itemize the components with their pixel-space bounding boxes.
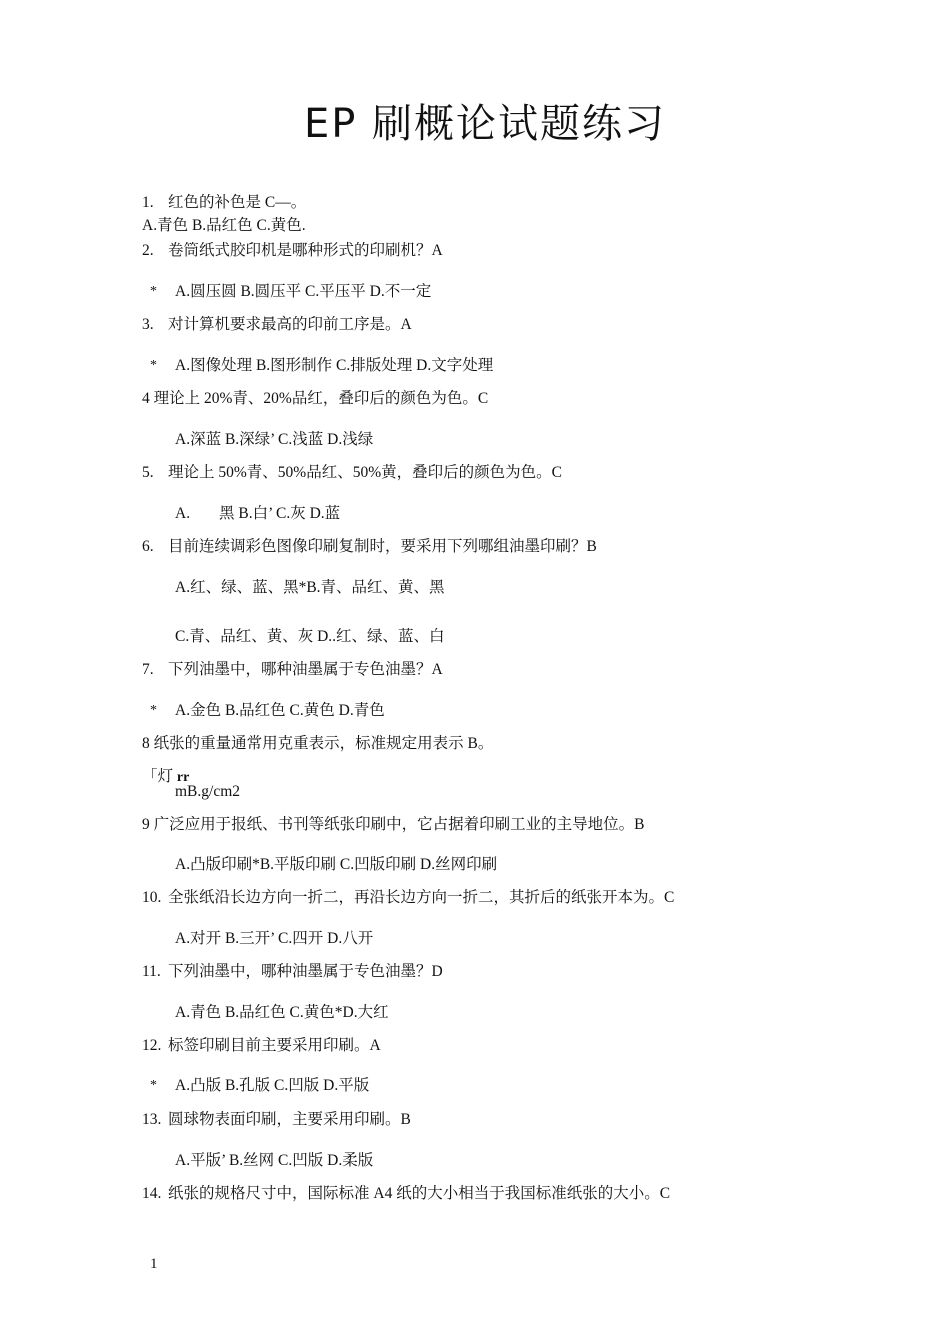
question-12: [142, 1036, 381, 1056]
question-number: 13.: [142, 1111, 162, 1128]
options-11: A.青色 B.品红色 C.黄色*D.大红: [175, 1004, 389, 1021]
question-number: 1.: [142, 194, 154, 211]
options-6b: C.青、品红、黄、灰 D..红、绿、蓝、白: [175, 628, 445, 645]
star-marker: *: [150, 703, 157, 718]
question-text: 圆球物表面印刷，主要采用印刷。B: [168, 1111, 411, 1128]
question-number: 3.: [142, 316, 154, 333]
star-marker: *: [150, 284, 157, 299]
question-6: [142, 537, 597, 557]
question-8: 8 纸张的重量通常用克重表示，标准规定用表示 B。: [142, 735, 494, 752]
question-14: [142, 1184, 670, 1204]
question-text: 理论上 50%青、50%品红、50%黄，叠印后的颜色为色。C: [168, 464, 562, 481]
question-text: 对计算机要求最高的印前工序是。A: [168, 316, 412, 333]
question-number: 5.: [142, 464, 154, 481]
question-text: 下列油墨中，哪种油墨属于专色油墨？D: [168, 963, 443, 980]
question-text: 卷筒纸式胶印机是哪种形式的印刷机？A: [168, 242, 443, 259]
star-marker: *: [150, 1078, 157, 1093]
question-10: [142, 888, 674, 908]
options-13: A.平版’ B.丝网 C.凹版 D.柔版: [175, 1152, 374, 1169]
question-number: 11.: [142, 963, 161, 980]
page-title: EP 刷概论试题练习: [303, 101, 667, 147]
question-number: 12.: [142, 1037, 162, 1054]
question-text: 红色的补色是 C—。: [168, 194, 307, 211]
question-13: [142, 1110, 411, 1130]
options-2: A.圆压圆 B.圆压平 C.平压平 D.不一定: [175, 283, 432, 300]
question-text: 下列油墨中，哪种油墨属于专色油墨？A: [168, 661, 443, 678]
garbled-text: 「灯: [142, 768, 177, 785]
option-a-label: A.: [175, 505, 191, 522]
question-5: [142, 463, 562, 483]
question-text: 目前连续调彩色图像印刷复制时，要采用下列哪组油墨印刷？B: [168, 538, 597, 555]
options-7: A.金色 B.品红色 C.黄色 D.青色: [175, 702, 385, 719]
question-4: 4 理论上 20%青、20%品红，叠印后的颜色为色。C: [142, 390, 489, 407]
question-3: [142, 315, 412, 335]
question-7: [142, 660, 443, 680]
question-number: 6.: [142, 538, 154, 555]
options-12: A.凸版 B.孔版 C.凹版 D.平版: [175, 1077, 370, 1094]
question-text: 标签印刷目前主要采用印刷。A: [168, 1037, 381, 1054]
garbled-bold-text: rr: [176, 770, 190, 785]
question-text: 全张纸沿长边方向一折二，再沿长边方向一折二，其折后的纸张开本为。C: [168, 889, 675, 906]
options-10: A.对开 B.三开’ C.四开 D.八开: [175, 930, 374, 947]
page-number: 1: [150, 1256, 158, 1272]
question-number: 10.: [142, 889, 162, 906]
question-9: 9 广泛应用于报纸、书刊等纸张印刷中，它占据着印刷工业的主导地位。B: [142, 816, 645, 833]
options-1: A.青色 B.品红色 C.黄色.: [142, 217, 306, 234]
question-number: 7.: [142, 661, 154, 678]
options-9: A.凸版印刷*B.平版印刷 C.凹版印刷 D.丝网印刷: [175, 856, 498, 873]
options-6a: A.红、绿、蓝、黑*B.青、品红、黄、黑: [175, 579, 445, 596]
options-3: A.图像处理 B.图形制作 C.排版处理 D.文字处理: [175, 357, 494, 374]
options-4: A.深蓝 B.深绿’ C.浅蓝 D.浅绿: [175, 431, 374, 448]
options-8b: mB.g/cm2: [175, 783, 241, 800]
question-11: [142, 962, 443, 982]
star-marker: *: [150, 358, 157, 373]
question-2: [142, 241, 443, 261]
question-number: 2.: [142, 242, 154, 259]
options-5: [175, 504, 340, 524]
question-text: 纸张的规格尺寸中，国际标准 A4 纸的大小相当于我国标准纸张的大小。C: [168, 1185, 671, 1202]
options-text: 黑 B.白’ C.灰 D.蓝: [219, 505, 341, 522]
question-number: 14.: [142, 1185, 162, 1202]
question-1: [142, 193, 306, 213]
